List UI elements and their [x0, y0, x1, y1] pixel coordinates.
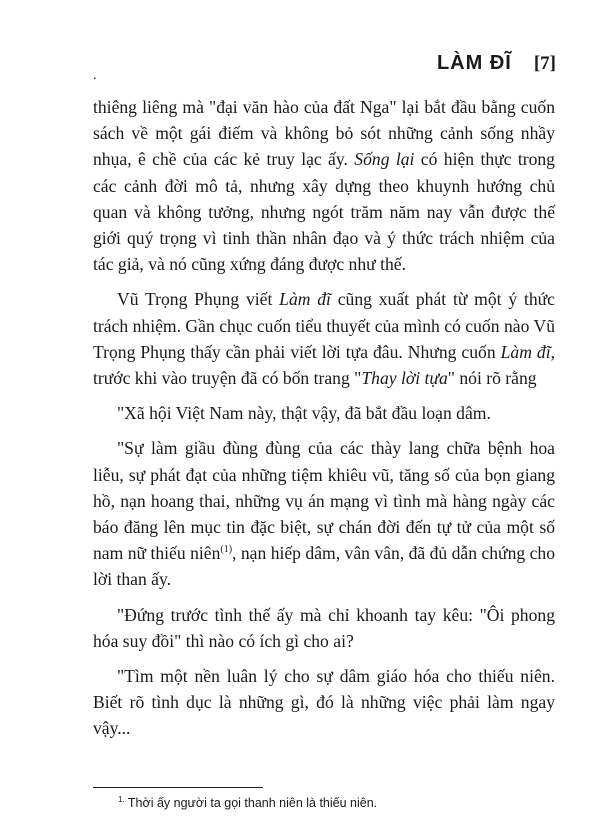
body-text [93, 94, 555, 751]
italic-title: Thay lời tựa [361, 368, 448, 389]
italic-title: Làm đĩ [279, 289, 331, 310]
footnote-text: Thời ấy người ta gọi thanh niên là thiếu niên. [124, 796, 378, 810]
paragraph-1: thiêng liêng mà "đại văn hào của đất Nga" lại bắt đầu bằng cuốn sách về một gái điếm và không bỏ sót những cảnh sống nhầy nhụa, ê chề của các kẻ truy lạc ấy. Sống lại có hiện thực trong các cảnh đời mô tả, nhưng xây dựng theo khuynh hướng chủ quan và không tưởng, nhưng ngót trăm năm nay vẫn được thế giới quý trọng vì tinh thần nhân đạo và ý thức trách nhiệm của tác giả, và nó cũng xứng đáng được như thế. [93, 97, 555, 275]
running-head [437, 52, 556, 75]
paragraph-6: "Tìm một nền luân lý cho sự dâm giáo hóa cho thiếu niên. Biết rõ tình dục là những gì, đó là những việc phải làm ngay vậy... [93, 666, 555, 739]
stray-dot: . [93, 68, 97, 83]
footnote [118, 796, 377, 810]
paragraph-5: "Đứng trước tình thế ấy mà chỉ khoanh tay kêu: "Ôi phong hóa suy đồi" thì nào có ích gì cho ai? [93, 604, 555, 651]
paragraph-4: "Sự làm giầu đùng đùng của các thày lang chữa bệnh hoa liễu, sự phát đạt của những tiệm khiêu vũ, tăng số của bọn giang hồ, nạn hoang thai, những vụ án mạng vì tình mà hàng ngày các báo đăng lên mục tin đặc biệt, sự chán đời đến tự tử của một số nam nữ thiếu niên$^{(1)}$, nạn hiếp dâm, vân vân, đã đủ dẫn chứng cho lời than ấy. [93, 438, 555, 590]
footnote-reference: (1) [220, 544, 233, 556]
paragraph-2: Vũ Trọng Phụng viết Làm đĩ cũng xuất phát từ một ý thức trách nhiệm. Gần chục cuốn tiểu thuyết của mình có cuốn nào Vũ Trọng Phụng thấy cần phải viết lời tựa đâu. Nhưng cuốn Làm đĩ, trước khi vào truyện đã có bốn trang "Thay lời tựa" nói rõ rằng [93, 289, 555, 389]
italic-title: Sống lại [354, 149, 415, 170]
footnote-divider [93, 787, 263, 788]
footnote-marker: 1. [118, 794, 125, 804]
italic-title: Làm đĩ [500, 341, 551, 362]
book-title: LÀM ĐĨ [436, 52, 512, 74]
page-number: [7] [533, 53, 556, 74]
paragraph-3: "Xã hội Việt Nam này, thật vậy, đã bắt đầu loạn dâm. [117, 403, 491, 424]
